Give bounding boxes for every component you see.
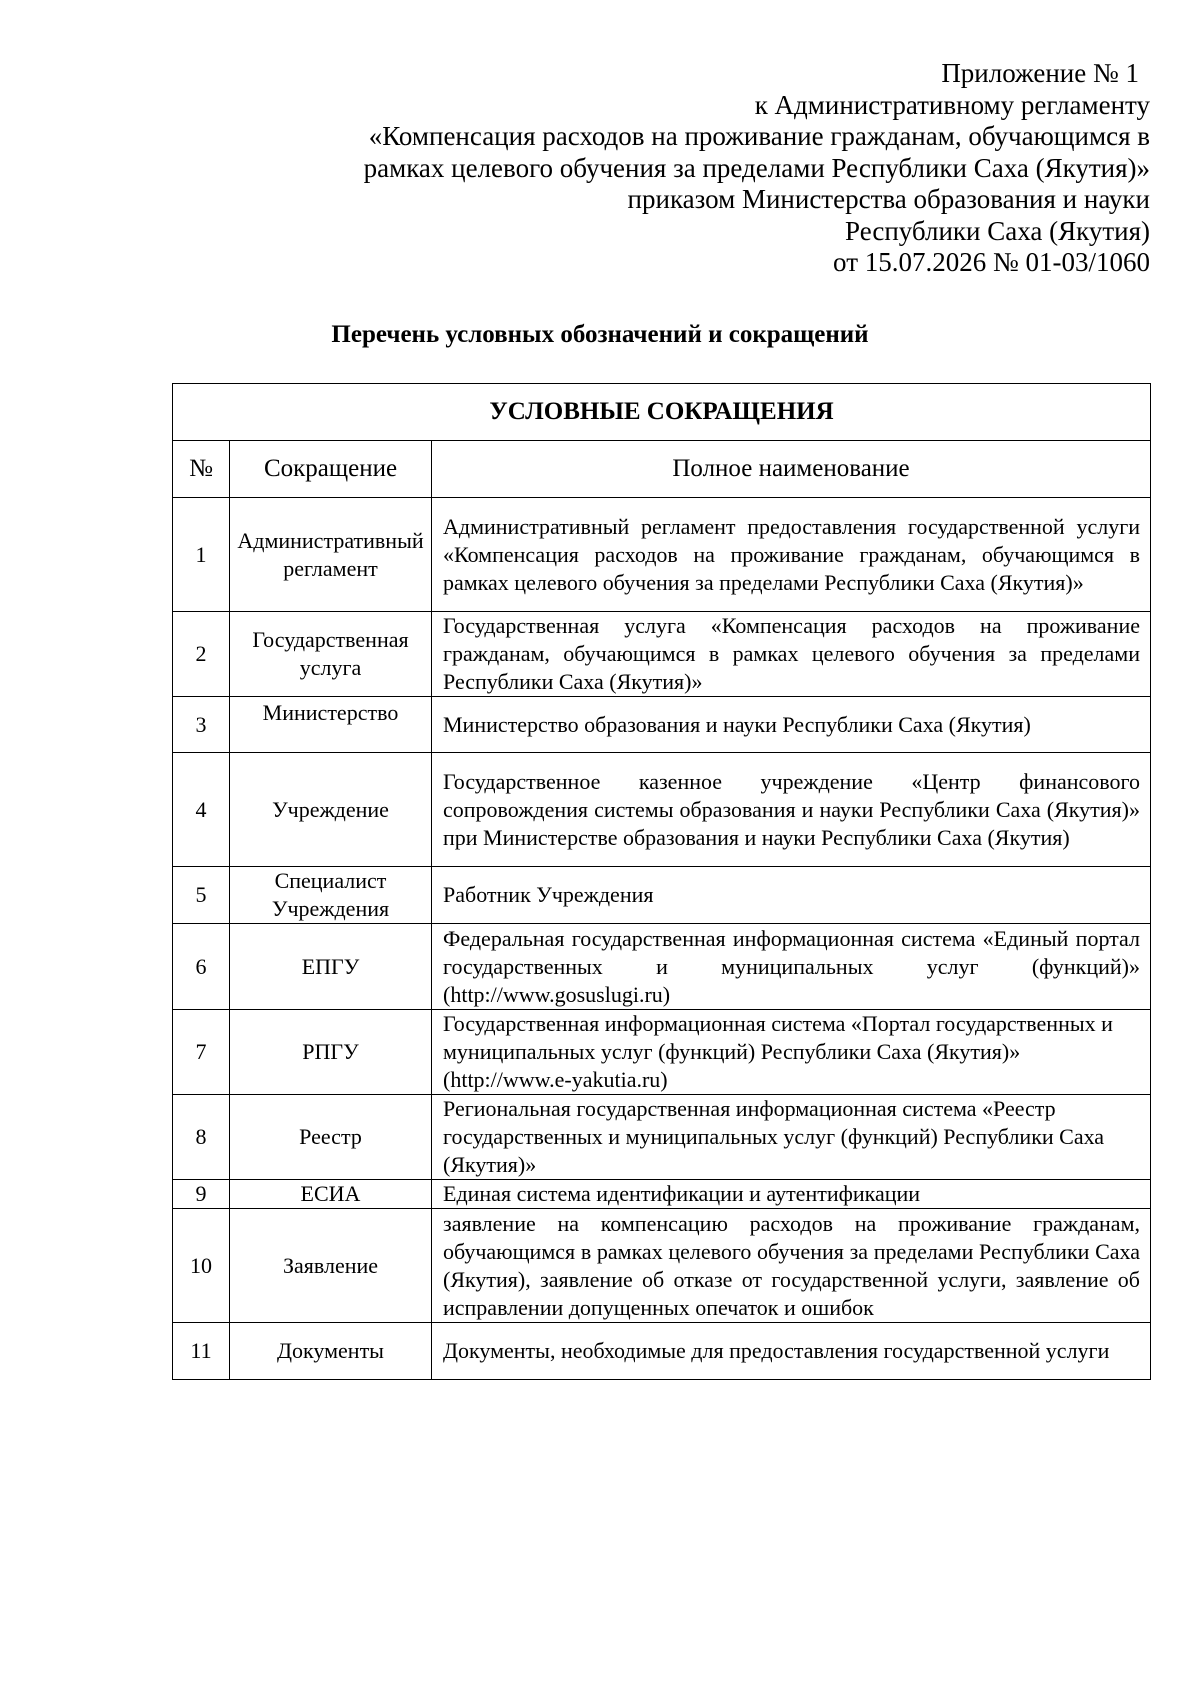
row-full-name: Государственное казенное учреждение «Центр финансового сопровождения системы образования и науки Республики Саха (Якутия)» при Министерстве образования и науки Республики Саха (Якутия) [432, 753, 1151, 867]
row-full-name: Министерство образования и науки Республики Саха (Якутия) [432, 697, 1151, 753]
row-abbreviation: Документы [230, 1323, 432, 1380]
row-full-name: Региональная государственная информационная система «Реестр государственных и муниципальных услуг (функций) Республики Саха (Якутия)» [432, 1095, 1151, 1180]
annex-reference-line: приказом Министерства образования и науки [627, 184, 1150, 214]
table-row [173, 697, 1151, 753]
row-full-name: Государственная услуга «Компенсация расходов на проживание гражданам, обучающимся в рамках целевого обучения за пределами Республики Саха (Якутия)» [432, 612, 1151, 697]
row-number: 11 [173, 1323, 230, 1380]
row-abbreviation: РПГУ [230, 1010, 432, 1095]
row-number: 1 [173, 498, 230, 612]
table-caption: УСЛОВНЫЕ СОКРАЩЕНИЯ [173, 384, 1151, 441]
table-row [173, 1209, 1151, 1323]
annex-reference-line: рамках целевого обучения за пределами Республики Саха (Якутия)» [363, 152, 1150, 183]
row-number: 2 [173, 612, 230, 697]
table-row [173, 1095, 1151, 1180]
row-full-name: Административный регламент предоставления государственной услуги «Компенсация расходов на проживание гражданам, обучающимся в рамках целевого обучения за пределами Республики Саха (Якутия)» [432, 498, 1151, 612]
annex-reference-line: к Административному регламенту [754, 89, 1150, 120]
table-row [173, 1010, 1151, 1095]
row-full-name: заявление на компенсацию расходов на проживание гражданам, обучающимся в рамках целевого обучения за пределами Республики Саха (Якутия), заявление об отказе от государственной услуги, заявление об исправлении допущенных опечаток и ошибок [432, 1209, 1151, 1323]
row-abbreviation: ЕСИА [230, 1180, 432, 1209]
row-abbreviation: Специалист Учреждения [230, 867, 432, 924]
document-title: Перечень условных обозначений и сокращений [331, 321, 869, 348]
row-full-name: Работник Учреждения [432, 867, 1151, 924]
row-number: 4 [173, 753, 230, 867]
row-abbreviation: Заявление [230, 1209, 432, 1323]
row-abbreviation: Учреждение [230, 753, 432, 867]
table-header-row [173, 441, 1151, 498]
row-full-name: Государственная информационная система «Портал государственных и муниципальных услуг (функций) Республики Саха (Якутия)» (http://www.e-yakutia.ru) [432, 1010, 1151, 1095]
table-row [173, 753, 1151, 867]
row-full-name: Документы, необходимые для предоставления государственной услуги [432, 1323, 1151, 1380]
column-header-number: № [173, 441, 230, 498]
row-number: 3 [173, 697, 230, 753]
table-row [173, 612, 1151, 697]
row-abbreviation: Министерство [230, 697, 432, 753]
column-header-full-name: Полное наименование [432, 441, 1151, 498]
row-number: 9 [173, 1180, 230, 1209]
annex-reference-line: Республики Саха (Якутия) [845, 215, 1150, 246]
annex-header [250, 58, 1150, 279]
row-number: 10 [173, 1209, 230, 1323]
column-header-abbreviation: Сокращение [230, 441, 432, 498]
row-number: 8 [173, 1095, 230, 1180]
row-full-name: Единая система идентификации и аутентификации [432, 1180, 1151, 1209]
abbreviations-table [172, 383, 1151, 1380]
annex-number: Приложение № 1 [941, 58, 1139, 88]
row-full-name: Федеральная государственная информационная система «Единый портал государственных и муниципальных услуг (функций)» (http://www.gosuslugi.ru) [432, 924, 1151, 1010]
table-row [173, 1323, 1151, 1380]
table-row [173, 1180, 1151, 1209]
row-number: 5 [173, 867, 230, 924]
annex-reference-line: «Компенсация расходов на проживание гражданам, обучающимся в [368, 121, 1150, 151]
table-row [173, 867, 1151, 924]
row-abbreviation: Административный регламент [230, 498, 432, 612]
row-abbreviation: Реестр [230, 1095, 432, 1180]
row-abbreviation: ЕПГУ [230, 924, 432, 1010]
row-abbreviation: Государственная услуга [230, 612, 432, 697]
annex-order-date: от 15.07.2026 № 01-03/1060 [833, 247, 1150, 277]
table-row [173, 498, 1151, 612]
row-number: 6 [173, 924, 230, 1010]
table-caption-row [173, 384, 1151, 441]
table-row [173, 924, 1151, 1010]
row-number: 7 [173, 1010, 230, 1095]
